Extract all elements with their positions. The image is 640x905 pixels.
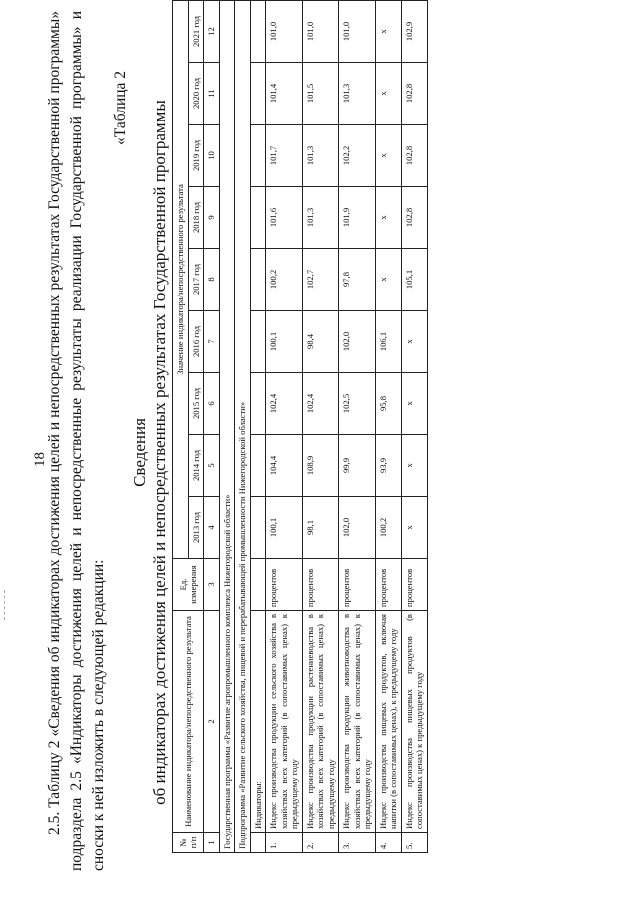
row-num: 1. xyxy=(266,833,303,853)
row-value: 100,2 xyxy=(375,497,401,559)
header-row-1 xyxy=(173,0,189,852)
column-number: 12 xyxy=(204,0,220,62)
row-num: 5. xyxy=(401,833,427,853)
row-unit: процентов xyxy=(375,559,401,611)
row-name: Индекс производства продукции животноводства в хозяйствах всех категорий (в сопоставимых ценах) к предыдущему году xyxy=(339,611,376,833)
row-value: x xyxy=(401,311,427,373)
indicators-table xyxy=(172,0,428,853)
row-value: x xyxy=(375,63,401,125)
row-value: 93,9 xyxy=(375,435,401,497)
header-values-group: Значение индикатора/непосредственного результата xyxy=(173,0,189,558)
row-unit: процентов xyxy=(266,559,303,611)
table-label: «Таблица 2 xyxy=(112,70,129,145)
row-value: 102,2 xyxy=(339,125,376,187)
row-value: 100,1 xyxy=(266,311,303,373)
column-number: 4 xyxy=(204,497,220,559)
header-year: 2020 год xyxy=(188,63,204,125)
subprogram-row xyxy=(235,0,251,852)
row-value: 102,7 xyxy=(302,249,339,311)
row-unit: процентов xyxy=(339,559,376,611)
row-value: 108,9 xyxy=(302,435,339,497)
column-number: 11 xyxy=(204,63,220,125)
header-year: 2021 год xyxy=(188,0,204,62)
column-number: 8 xyxy=(204,249,220,311)
row-value: 101,4 xyxy=(266,63,303,125)
header-year: 2014 год xyxy=(188,435,204,497)
empty-cell xyxy=(250,833,266,853)
row-value: 100,1 xyxy=(266,497,303,559)
table-caption-title: Сведения xyxy=(130,418,149,487)
row-num: 3. xyxy=(339,833,376,853)
row-value: 98,4 xyxy=(302,311,339,373)
header-year: 2019 год xyxy=(188,125,204,187)
row-value: 100,2 xyxy=(266,249,303,311)
column-number: 7 xyxy=(204,311,220,373)
intro-paragraph: 2.5. Таблицу 2 «Сведения об индикаторах достижения целей и непосредственных результатах Государственной программы» подраздела 2.5 «Индикаторы достижения целей и непосредственные результаты реализации Государственной программы» и сноски к ней изложить в следующей редакции: xyxy=(46,11,107,871)
row-value: 101,7 xyxy=(266,125,303,187)
row-value: 101,6 xyxy=(266,187,303,249)
row-value: x xyxy=(375,187,401,249)
indicators-label: Индикаторы: xyxy=(250,611,266,833)
row-value: 101,3 xyxy=(302,125,339,187)
row-value: 104,4 xyxy=(266,435,303,497)
page-number: 18 xyxy=(32,452,48,467)
row-unit: процентов xyxy=(401,559,427,611)
row-value: x xyxy=(375,0,401,62)
header-year: 2013 год xyxy=(188,497,204,559)
row-value: x xyxy=(375,249,401,311)
table-row xyxy=(375,0,401,852)
row-value: x xyxy=(375,125,401,187)
row-value: x xyxy=(401,435,427,497)
column-number: 1 xyxy=(204,833,220,853)
table-row xyxy=(266,0,303,852)
row-name: Индекс производства продукции сельского хозяйства в хозяйствах всех категорий (в сопоставимых ценах) к предыдущему году xyxy=(266,611,303,833)
header-unit: Ед. измерения xyxy=(173,559,204,611)
header-num: № п/п xyxy=(173,833,204,853)
row-value: 101,3 xyxy=(339,63,376,125)
column-number: 5 xyxy=(204,435,220,497)
table-caption-subtitle: об индикаторах достижения целей и непосредственных результатах Государственной программы xyxy=(150,100,169,805)
table-row xyxy=(401,0,427,852)
program-row xyxy=(219,0,235,852)
indicators-label-row xyxy=(250,0,266,852)
row-value: 95,8 xyxy=(375,373,401,435)
scan-margin-mark xyxy=(4,590,6,620)
row-value: 101,0 xyxy=(302,0,339,62)
row-value: 102,4 xyxy=(266,373,303,435)
program-title: Государственная программа «Развитие агропромышленного комплекса Нижегородской области» xyxy=(219,0,235,852)
header-year: 2016 год xyxy=(188,311,204,373)
header-name: Наименование индикатора/непосредственного результата xyxy=(173,611,204,833)
row-value: x xyxy=(401,373,427,435)
row-value: 102,0 xyxy=(339,497,376,559)
row-name: Индекс производства пищевых продуктов (в сопоставимых ценах) к предыдущему году xyxy=(401,611,427,833)
row-name: Индекс производства пищевых продуктов, включая напитки (в сопоставимых ценах), к предыдущему году xyxy=(375,611,401,833)
row-value: 101,5 xyxy=(302,63,339,125)
row-value: 102,8 xyxy=(401,187,427,249)
row-value: 102,4 xyxy=(302,373,339,435)
header-year: 2015 год xyxy=(188,373,204,435)
row-value: x xyxy=(401,497,427,559)
row-value: 105,1 xyxy=(401,249,427,311)
header-year: 2018 год xyxy=(188,187,204,249)
row-value: 101,9 xyxy=(339,187,376,249)
header-year: 2017 год xyxy=(188,249,204,311)
row-value: 102,5 xyxy=(339,373,376,435)
row-value: 102,9 xyxy=(401,0,427,62)
row-name: Индекс производства продукции растениеводства в хозяйствах всех категорий (в сопоставимых ценах) к предыдущему году xyxy=(302,611,339,833)
column-number: 10 xyxy=(204,125,220,187)
column-number: 3 xyxy=(204,559,220,611)
row-value: 101,0 xyxy=(339,0,376,62)
column-number: 2 xyxy=(204,611,220,833)
row-value: 97,8 xyxy=(339,249,376,311)
row-value: 99,9 xyxy=(339,435,376,497)
column-number: 6 xyxy=(204,373,220,435)
table-row xyxy=(302,0,339,852)
row-num: 2. xyxy=(302,833,339,853)
row-value: 102,8 xyxy=(401,63,427,125)
subprogram-title: Подпрограмма «Развитие сельского хозяйства, пищевой и перерабатывающей промышленности Нижегородской области» xyxy=(235,0,251,852)
row-value: 98,1 xyxy=(302,497,339,559)
row-num: 4. xyxy=(375,833,401,853)
table-row xyxy=(339,0,376,852)
row-value: 102,0 xyxy=(339,311,376,373)
row-value: 101,0 xyxy=(266,0,303,62)
row-value: 106,1 xyxy=(375,311,401,373)
column-number: 9 xyxy=(204,187,220,249)
row-unit: процентов xyxy=(302,559,339,611)
empty-cell xyxy=(250,559,266,611)
row-value: 102,8 xyxy=(401,125,427,187)
column-number-row xyxy=(204,0,220,852)
row-value: 101,3 xyxy=(302,187,339,249)
